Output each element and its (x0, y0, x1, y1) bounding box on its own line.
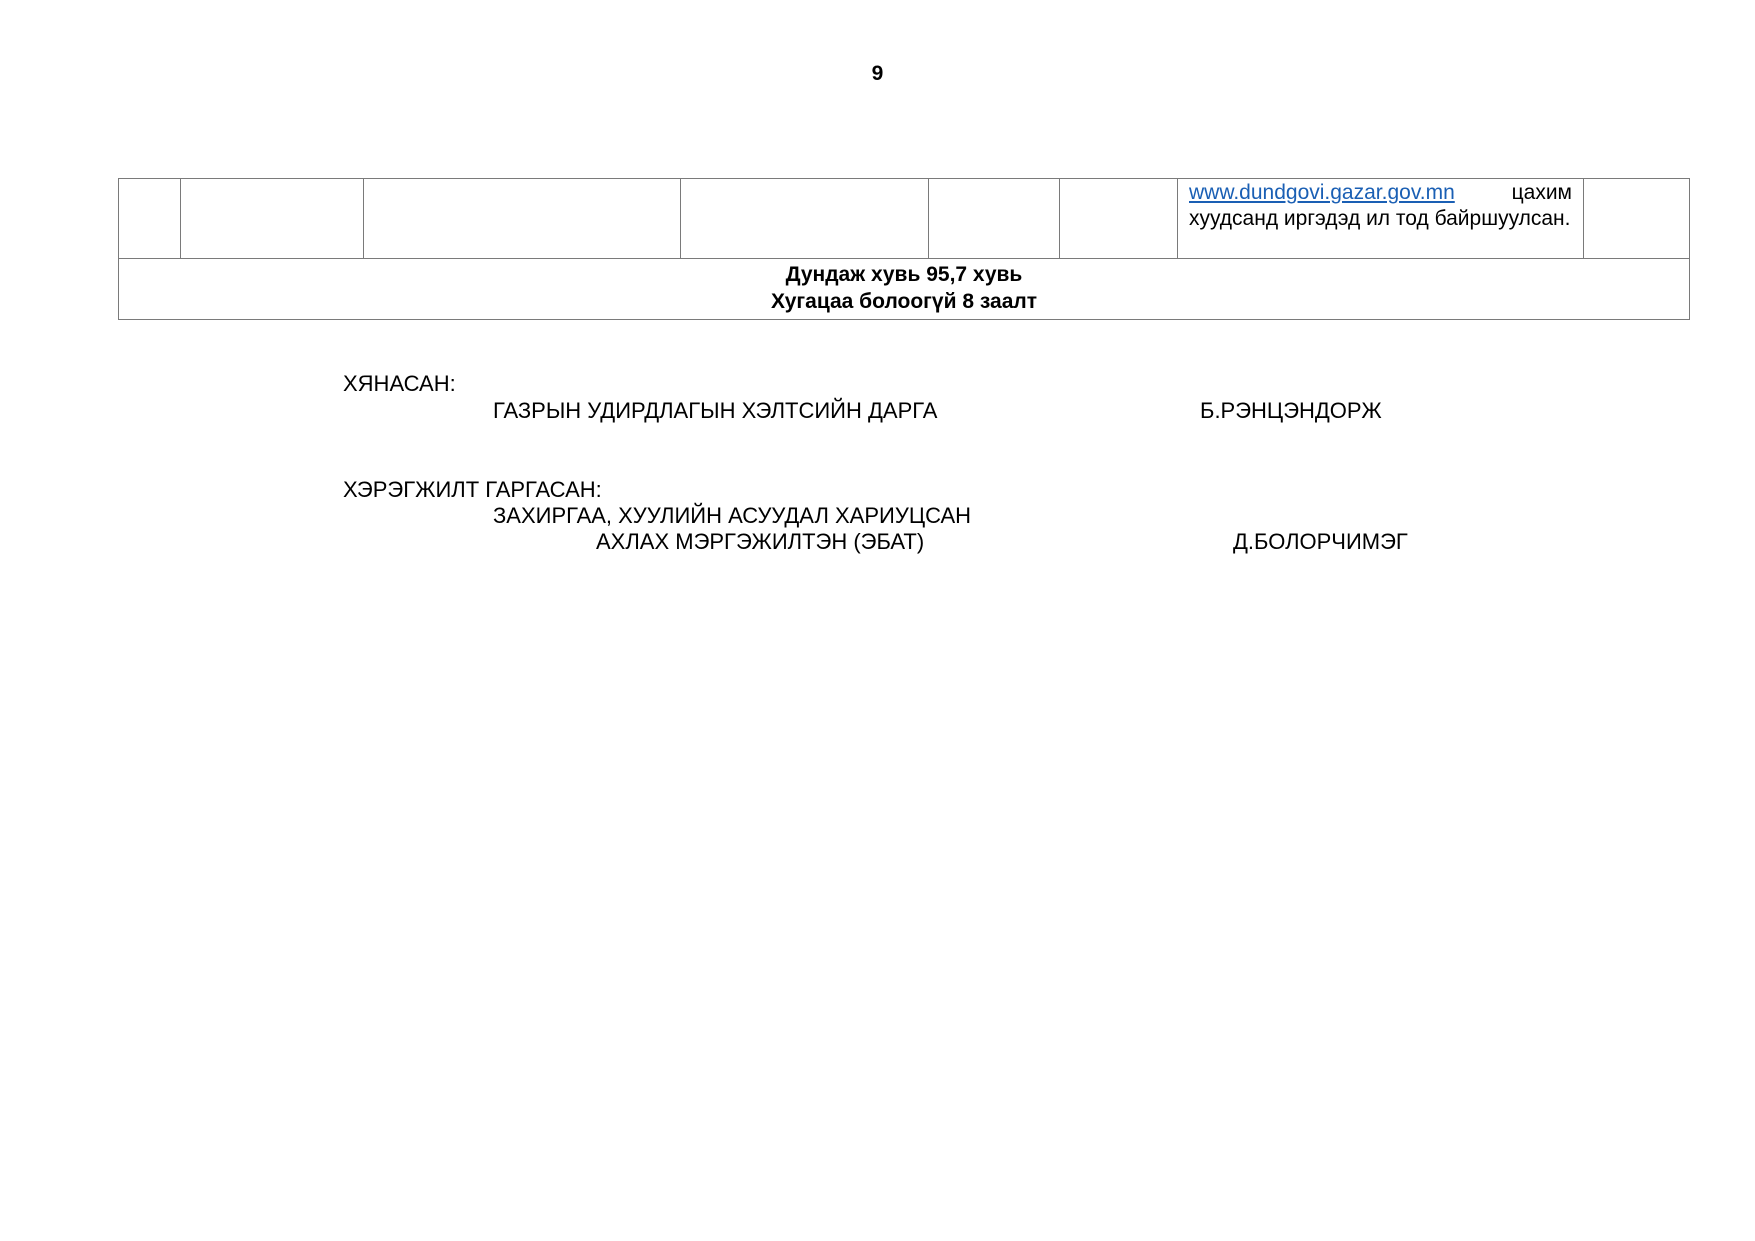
reviewed-label: ХЯНАСАН: (343, 371, 456, 396)
table-cell (1060, 179, 1178, 259)
summary-cell (119, 259, 1690, 320)
executor-name: Д.БОЛОРЧИМЭГ (1233, 529, 1408, 554)
result-text (1178, 179, 1583, 232)
reviewer-name: Б.РЭНЦЭНДОРЖ (1200, 398, 1382, 423)
reviewer-position: ГАЗРЫН УДИРДЛАГЫН ХЭЛТСИЙН ДАРГА (493, 398, 938, 423)
summary-row (119, 259, 1690, 320)
page-number: 9 (871, 62, 884, 85)
table-cell (364, 179, 681, 259)
average-percent: Дундаж хувь 95,7 хувь (785, 263, 1023, 286)
executor-position-line1: ЗАХИРГАА, ХУУЛИЙН АСУУДАЛ ХАРИУЦСАН (493, 503, 972, 528)
table-row (119, 179, 1690, 259)
report-table (118, 178, 1690, 320)
table-cell (681, 179, 929, 259)
table-cell-number (119, 179, 181, 259)
website-link[interactable]: www.dundgovi.gazar.gov.mn (1189, 181, 1455, 204)
executor-position-line2: АХЛАХ МЭРГЭЖИЛТЭН (ЭБАТ) (596, 529, 925, 554)
table-cell (1584, 179, 1690, 259)
executed-label: ХЭРЭГЖИЛТ ГАРГАСАН: (343, 477, 602, 502)
pending-items: Хугацаа болоогүй 8 заалт (770, 290, 1038, 313)
table-cell (929, 179, 1060, 259)
table-cell (181, 179, 364, 259)
table-cell-result (1178, 179, 1584, 259)
result-text-rest: цахим хуудсанд иргэдэд ил тод байршуулсан. (1189, 181, 1572, 230)
